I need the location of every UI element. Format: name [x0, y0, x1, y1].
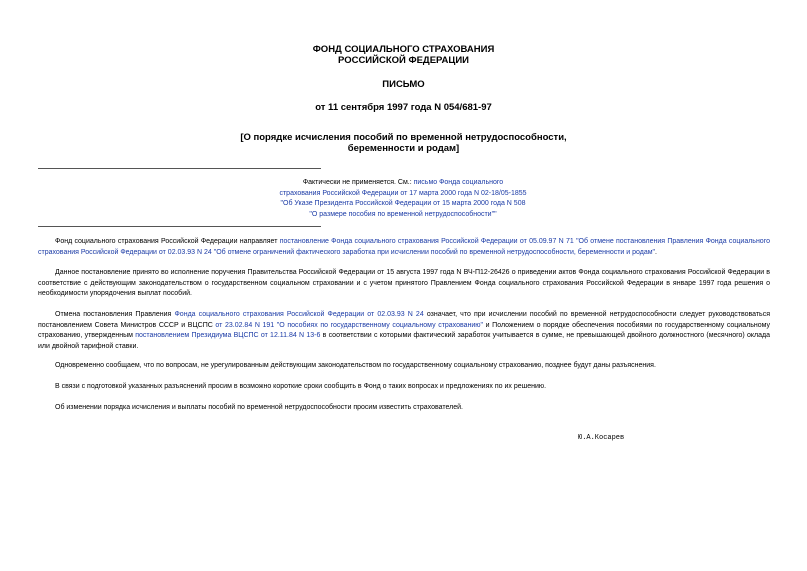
- document-title: [0, 132, 807, 154]
- status-note-prefix: Фактически не применяется. См.:: [302, 179, 414, 186]
- signature: Ю.А.Косарев: [578, 434, 625, 442]
- status-note: [258, 178, 548, 220]
- status-note-link-line-3[interactable]: "Об Указе Президента Российской Федерации от 15 марта 2000 года N 508: [280, 200, 526, 207]
- status-note-link-line-4[interactable]: "О размере пособия по временной нетрудоспособности"": [309, 210, 497, 218]
- paragraph-6: Об изменении порядка исчисления и выплаты пособий по временной нетрудоспособности просим известить страхователей.: [55, 404, 463, 411]
- status-note-link-line-2[interactable]: страхования Российской Федерации от 17 марта 2000 года N 02-18/05-1855: [279, 189, 527, 197]
- document-type: ПИСЬМО: [382, 79, 425, 90]
- organization-line-1: ФОНД СОЦИАЛЬНОГО СТРАХОВАНИЯ: [312, 44, 495, 55]
- paragraph-3-link-c[interactable]: постановлением Президиума ВЦСПС от 12.11.84 N 13-6: [135, 332, 321, 340]
- paragraph-2: Данное постановление принято во исполнение поручения Правительства Российской Федерации от 15 августа 1997 года N ВЧ-П12-26426 о приведении актов Фонда социального страхования Российской Федерации в соответствие с действующим законодательством о государственном социальном страховании и с учетом принятого Правлением Фонда социального страхования Российской Федерации в январе 1997 года решения о необходимости упорядочения выплат пособий.: [38, 269, 770, 298]
- status-note-link[interactable]: письмо Фонда социального: [413, 179, 504, 186]
- paragraph-5: В связи с подготовкой указанных разъяснений просим в возможно короткие сроки сообщить в Фонд о таких вопросах и предложениях по их решению.: [55, 383, 547, 390]
- paragraph-3: [38, 310, 770, 352]
- organization-heading: [0, 44, 807, 66]
- paragraph-3-link-b[interactable]: от 23.02.84 N 191 "О пособиях по государственному социальному страхованию": [215, 321, 484, 329]
- divider-top: [38, 168, 321, 169]
- paragraph-4: Одновременно сообщаем, что по вопросам, не урегулированным действующим законодательством по государственному социальному страхованию, позднее будут даны разъяснения.: [55, 362, 656, 369]
- paragraph-1-text-b: .: [655, 248, 657, 256]
- paragraph-1-link[interactable]: постановление Фонда социального страхования Российской Федерации от 05.09.97 N 71 "Об отмене постановления Правления Фонда социального страхования Российской Федерации от 02.03.93 N 24 "Об отмене ограничений фактического заработка при исчислении пособий по временной нетрудоспособности, беременности и родам": [38, 238, 770, 256]
- document-title-line-1: [О порядке исчисления пособий по временной нетрудоспособности,: [240, 132, 567, 143]
- paragraph-1: [38, 237, 770, 258]
- paragraph-3-text-c: и Положением о порядке обеспечения пособиями по государственному социальному страхованию, утвержденным: [38, 321, 770, 340]
- document-title-line-2: беременности и родам]: [347, 143, 460, 154]
- paragraph-3-text-b: означает, что при исчислении пособий по временной нетрудоспособности следует руководствоваться постановлением Совета Министров СССР и ВЦСПС: [38, 311, 770, 329]
- divider-bottom: [38, 226, 321, 227]
- organization-line-2: РОССИЙСКОЙ ФЕДЕРАЦИИ: [337, 55, 469, 66]
- paragraph-3-text-a: Отмена постановления Правления: [55, 311, 175, 318]
- paragraph-3-text-d: в соответствии с которыми фактический заработок учитывается в сумме, не превышающей двойного должностного (месячного) оклада или двойной тарифной ставки.: [38, 332, 770, 350]
- paragraph-1-text-a: Фонд социального страхования Российской Федерации направляет: [55, 238, 280, 245]
- document-date-number: от 11 сентября 1997 года N 054/681-97: [315, 102, 492, 113]
- paragraph-3-link-a[interactable]: Фонда социального страхования Российской Федерации от 02.03.93 N 24: [174, 311, 424, 318]
